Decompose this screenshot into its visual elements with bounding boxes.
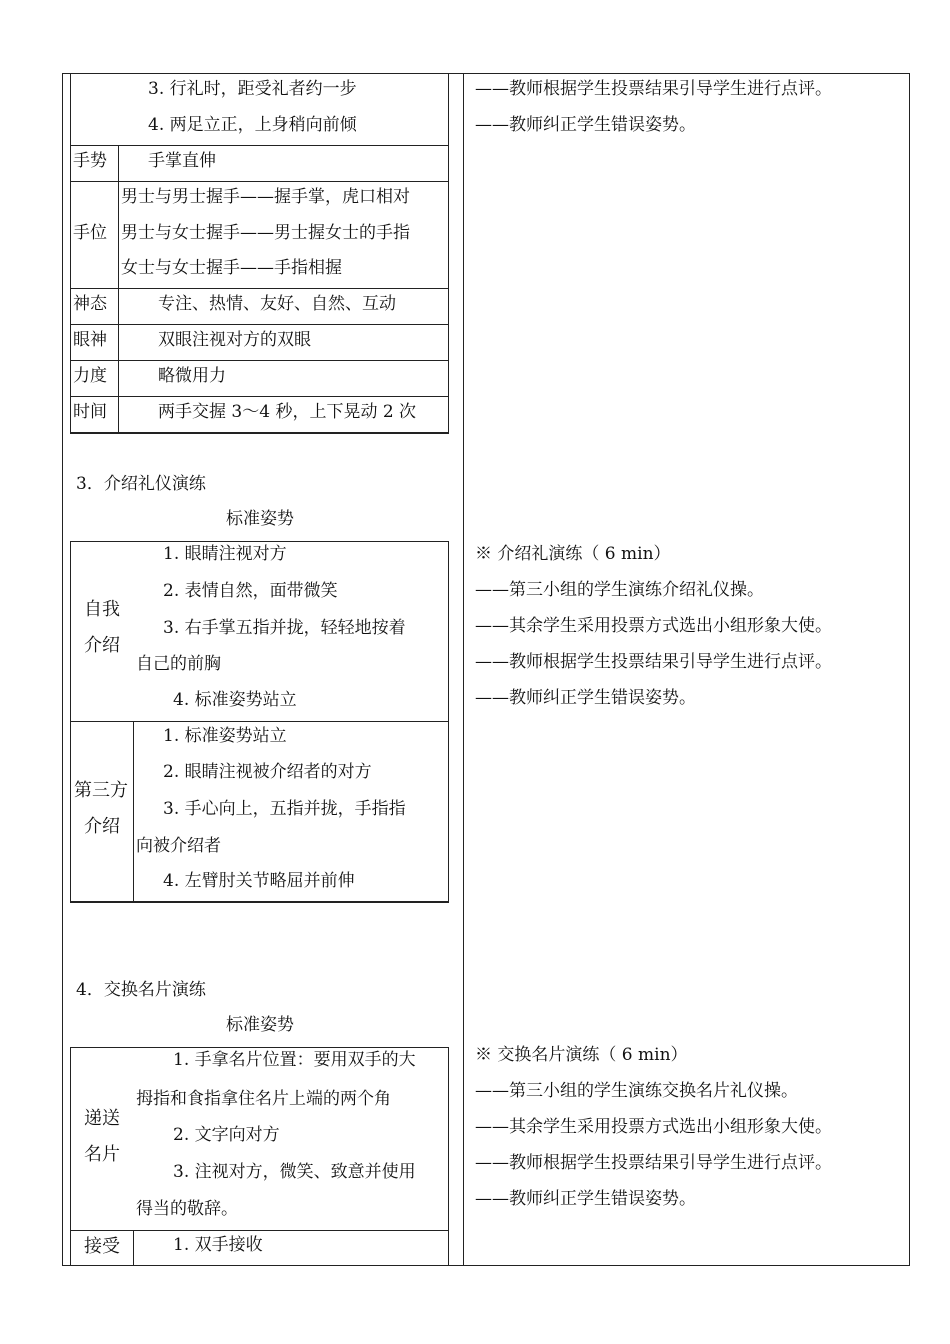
table-cell-text: 1. 眼睛注视对方 [163,544,287,564]
note-heading: ※ 介绍礼演练（ 6 min） [475,544,671,564]
table-cell-text: 4. 左臂肘关节略屈并前伸 [163,871,355,891]
table-cell-text: 3. 右手掌五指并拢，轻轻地按着 [163,618,406,638]
section-heading: 4．交换名片演练 [76,980,206,1000]
table-cell-text: 3. 注视对方，微笑、致意并使用 [173,1162,416,1182]
table-cell-text: 得当的敬辞。 [136,1199,238,1219]
table-border [448,73,449,433]
table-cell-text: 1. 手拿名片位置：要用双手的大 [173,1050,416,1070]
table-border [70,73,71,433]
note-heading: ※ 交换名片演练（ 6 min） [475,1045,688,1065]
row-label: 神态 [73,294,107,314]
table-border [118,145,119,433]
table-border [448,1047,449,1266]
table-border [70,360,449,361]
row-label: 手势 [73,151,107,171]
table-border [133,721,134,902]
column-divider [463,73,464,1266]
table-border [70,541,449,542]
note-line: ——教师根据学生投票结果引导学生进行点评。 [475,79,832,99]
note-line: ——其余学生采用投票方式选出小组形象大使。 [475,616,832,636]
table-cell-text: 3. 手心向上，五指并拢，手指指 [163,799,406,819]
row-label: 手位 [73,223,107,243]
note-line: ——其余学生采用投票方式选出小组形象大使。 [475,1117,832,1137]
table-border [70,145,449,146]
row-label: 介绍 [84,816,120,837]
table-cell-text: 男士与男士握手——握手掌，虎口相对 [121,187,410,207]
row-label: 时间 [73,402,107,422]
row-label: 第三方 [74,780,128,801]
note-line: ——第三小组的学生演练交换名片礼仪操。 [475,1081,798,1101]
row-label: 力度 [73,366,107,386]
table-cell-text: 2. 表情自然，面带微笑 [163,581,338,601]
table-border [70,432,449,434]
table-cell-text: 3. 行礼时，距受礼者约一步 [148,79,357,99]
table-border [70,181,449,182]
note-line: ——教师纠正学生错误姿势。 [475,115,696,135]
table-cell-text: 男士与女士握手——男士握女士的手指 [121,223,410,243]
table-border [70,1230,449,1231]
table-cell-text: 手掌直伸 [148,151,216,171]
row-label: 介绍 [84,635,120,656]
table-cell-text: 1. 双手接收 [173,1235,263,1255]
note-line: ——第三小组的学生演练介绍礼仪操。 [475,580,764,600]
row-label: 自我 [84,599,120,620]
table-cell-text: 拇指和食指拿住名片上端的两个角 [136,1089,391,1109]
table-border [70,396,449,397]
table-cell-text: 1. 标准姿势站立 [163,726,287,746]
table-border [70,324,449,325]
table-cell-text: 两手交握 3～4 秒，上下晃动 2 次 [158,402,417,422]
note-line: ——教师根据学生投票结果引导学生进行点评。 [475,1153,832,1173]
table-cell-text: 双眼注视对方的双眼 [158,330,311,350]
table-cell-text: 自己的前胸 [136,654,221,674]
table-cell-text: 4. 标准姿势站立 [173,690,297,710]
note-line: ——教师根据学生投票结果引导学生进行点评。 [475,652,832,672]
table-cell-text: 女士与女士握手——手指相握 [121,258,342,278]
section-subheading: 标准姿势 [226,509,294,529]
note-line: ——教师纠正学生错误姿势。 [475,688,696,708]
row-label: 递送 [84,1108,120,1129]
table-border [70,1047,449,1048]
section-heading: 3．介绍礼仪演练 [76,474,206,494]
table-cell-text: 4. 两足立正，上身稍向前倾 [148,115,357,135]
table-border [70,721,449,722]
table-cell-text: 专注、热情、友好、自然、互动 [158,294,396,314]
row-label: 眼神 [73,330,107,350]
table-cell-text: 向被介绍者 [136,836,221,856]
table-cell-text: 2. 眼睛注视被介绍者的对方 [163,762,372,782]
table-border [70,288,449,289]
table-border [70,901,449,903]
table-border [133,1230,134,1266]
row-label: 名片 [84,1144,120,1165]
table-cell-text: 略微用力 [158,366,226,386]
section-subheading: 标准姿势 [226,1015,294,1035]
note-line: ——教师纠正学生错误姿势。 [475,1189,696,1209]
row-label: 接受 [84,1236,120,1257]
table-border [70,1047,71,1266]
table-cell-text: 2. 文字向对方 [173,1125,280,1145]
